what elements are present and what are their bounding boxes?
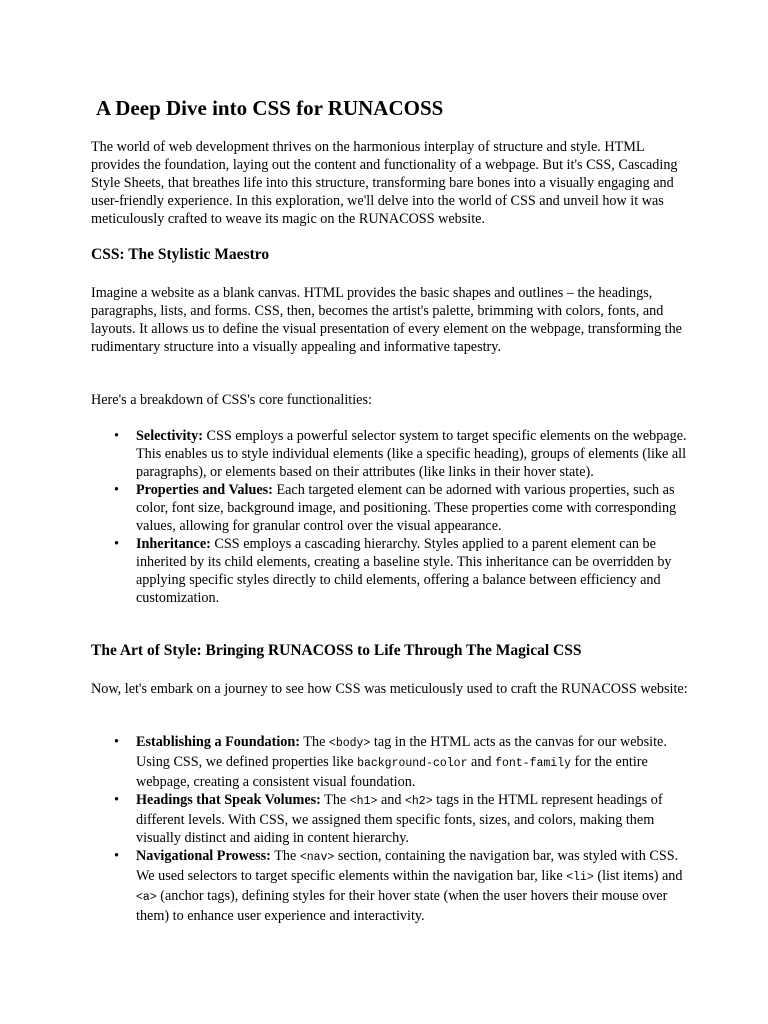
code-snippet: <body> bbox=[328, 737, 371, 750]
list-item-properties-values bbox=[91, 481, 691, 535]
list-item-text: CSS employs a powerful selector system to target specific elements on the webpage. This enables us to style individual elements (like a specific heading), groups of elements (like all paragraphs), or elements based on their attributes (like links in their hover state). bbox=[136, 428, 687, 480]
code-snippet: background-color bbox=[357, 757, 468, 770]
list-item-term: Properties and Values: bbox=[136, 482, 273, 498]
code-snippet: <h2> bbox=[404, 795, 433, 808]
intro-paragraph: The world of web development thrives on the harmonious interplay of structure and style. HTML provides the foundation, laying out the content and functionality of a webpage. But it's CSS, Cascading Style Sheets, that breathes life into this structure, transforming bare bones into a visually engaging and user-friendly experience. In this exploration, we'll delve into the world of CSS and unveil how it was meticulously crafted to weave its magic on the RUNACOSS website. bbox=[91, 139, 678, 227]
journey-paragraph: Now, let's embark on a journey to see how CSS was meticulously used to craft the RUNACOSS website: bbox=[91, 681, 688, 697]
runacoss-css-list bbox=[91, 733, 691, 925]
code-snippet: <nav> bbox=[299, 851, 335, 864]
code-snippet: <h1> bbox=[349, 795, 378, 808]
list-item-term: Navigational Prowess: bbox=[136, 848, 271, 864]
list-item-term: Establishing a Foundation: bbox=[136, 734, 301, 750]
code-snippet: <a> bbox=[136, 891, 157, 904]
breakdown-intro: Here's a breakdown of CSS's core functionalities: bbox=[91, 392, 372, 408]
list-item-term: Selectivity: bbox=[136, 428, 203, 444]
list-item-selectivity bbox=[91, 427, 691, 481]
list-item-text: CSS employs a cascading hierarchy. Styles applied to a parent element can be inherited by its child elements, creating a baseline style. This inheritance can be overridden by applying specific styles directly to child elements, offering a balance between efficiency and customization. bbox=[136, 536, 672, 606]
list-item-inheritance bbox=[91, 535, 691, 607]
list-item-navigation: • Navigational Prowess: The <nav> section, containing the navigation bar, was styled with CSS. We used selectors to target specific elements within the navigation bar, like <li> (list items) and <a> (anchor tags), defining styles for their hover state (when the user hovers their mouse over them) to enhance user experience and interactivity. bbox=[91, 847, 691, 925]
core-functionalities-list bbox=[91, 427, 691, 607]
list-item-foundation: • Establishing a Foundation: The <body> tag in the HTML acts as the canvas for our website. Using CSS, we defined properties like background-color and font-family for the entire webpage, creating a consistent visual foundation. bbox=[91, 733, 691, 791]
list-item-term: Inheritance: bbox=[136, 536, 211, 552]
section-heading-art-of-style: The Art of Style: Bringing RUNACOSS to Life Through The Magical CSS bbox=[91, 642, 582, 659]
canvas-paragraph: Imagine a website as a blank canvas. HTML provides the basic shapes and outlines – the headings, paragraphs, lists, and forms. CSS, then, becomes the artist's palette, brimming with colors, fonts, and layouts. It allows us to define the visual presentation of every element on the webpage, transforming the rudimentary structure into a visually appealing and informative tapestry. bbox=[91, 285, 682, 355]
code-snippet: <li> bbox=[566, 871, 594, 884]
list-item-headings: • Headings that Speak Volumes: The <h1> and <h2> tags in the HTML represent headings of different levels. With CSS, we assigned them specific fonts, sizes, and colors, making them visually distinct and aiding in content hierarchy. bbox=[91, 791, 691, 847]
document-title: A Deep Dive into CSS for RUNACOSS bbox=[96, 96, 444, 120]
list-item-term: Headings that Speak Volumes: bbox=[136, 792, 321, 808]
section-heading-stylistic-maestro: CSS: The Stylistic Maestro bbox=[91, 246, 270, 263]
list-item-text: Each targeted element can be adorned with various properties, such as color, font size, background image, and positioning. These properties come with corresponding values, allowing for granular control over the visual appearance. bbox=[136, 482, 677, 534]
code-snippet: font-family bbox=[495, 757, 571, 770]
